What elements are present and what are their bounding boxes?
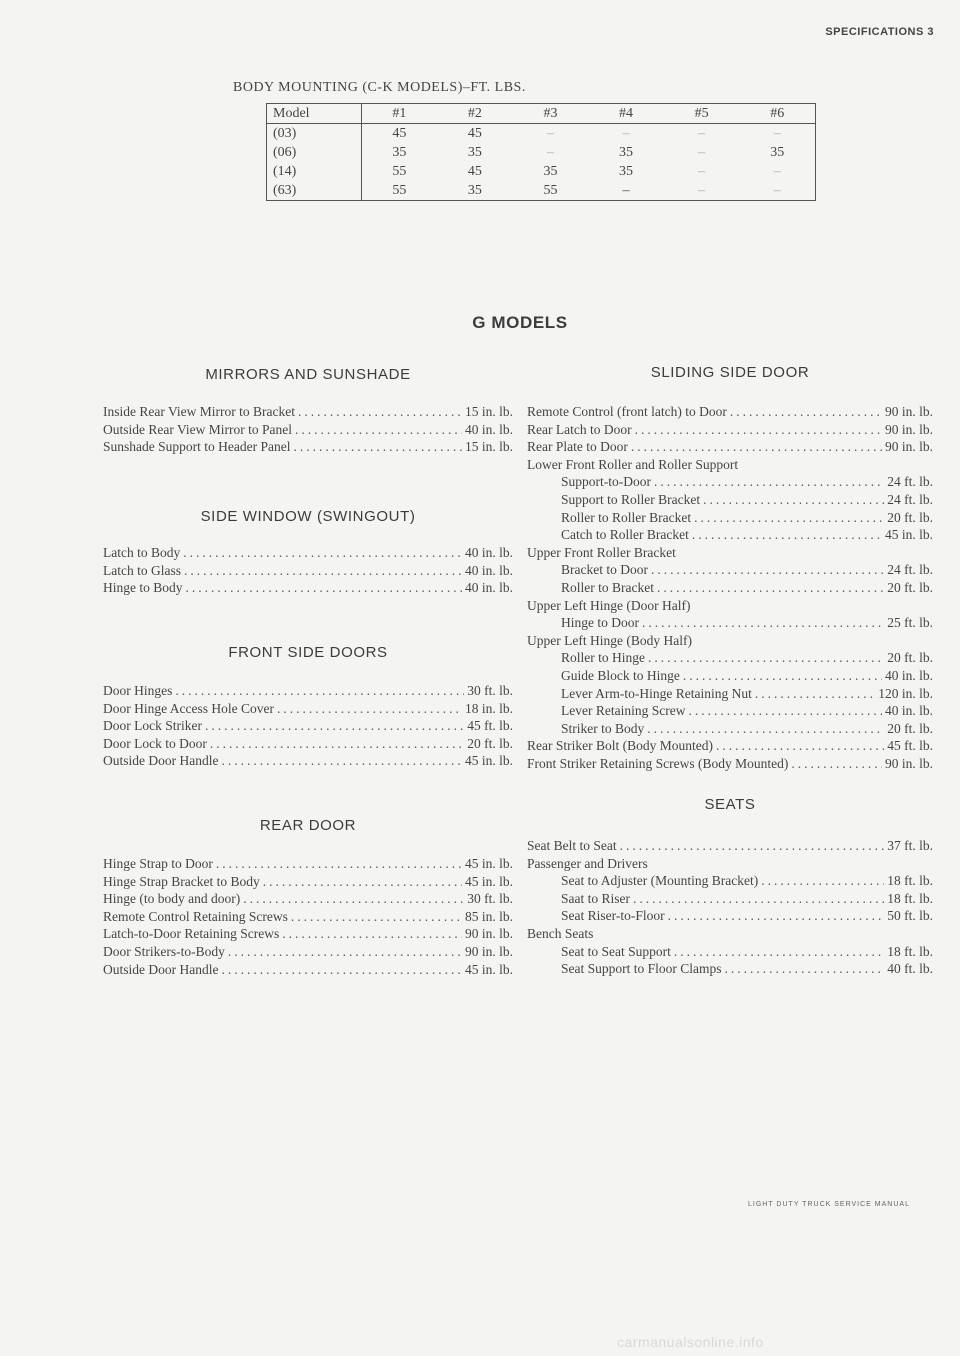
spec-label: Outside Rear View Mirror to Panel bbox=[103, 421, 293, 437]
leader-dots bbox=[688, 703, 882, 719]
spec-value: 20 ft. lb. bbox=[887, 650, 933, 666]
list-item bbox=[103, 944, 513, 962]
list-item bbox=[103, 926, 513, 944]
table-cell: – bbox=[698, 163, 706, 179]
leader-dots bbox=[282, 926, 462, 942]
spec-value: 18 in. lb. bbox=[464, 700, 513, 716]
list-item bbox=[527, 510, 933, 528]
leader-dots bbox=[635, 422, 882, 438]
table-header-row bbox=[267, 104, 816, 124]
spec-label: Hinge Strap to Door bbox=[103, 856, 213, 871]
leader-dots bbox=[620, 838, 885, 854]
spec-label: Seat to Adjuster (Mounting Bracket) bbox=[561, 873, 759, 889]
leader-dots bbox=[221, 753, 462, 769]
list-item bbox=[103, 891, 513, 909]
spec-value: 30 ft. lb. bbox=[467, 891, 513, 907]
table-cell: (06) bbox=[267, 143, 362, 162]
watermark: carmanualsonline.info bbox=[617, 1334, 764, 1350]
leader-dots bbox=[295, 422, 462, 438]
spec-label: Sunshade Support to Header Panel bbox=[103, 439, 291, 455]
spec-value: 20 ft. lb. bbox=[887, 509, 933, 525]
spec-label: Inside Rear View Mirror to Bracket bbox=[103, 404, 296, 419]
spec-label: Remote Control Retaining Screws bbox=[103, 908, 288, 924]
leader-dots bbox=[216, 856, 462, 872]
spec-value: 45 in. lb. bbox=[884, 527, 933, 543]
spec-value: 24 ft. lb. bbox=[887, 474, 933, 490]
leader-dots bbox=[668, 908, 885, 924]
leader-dots bbox=[186, 580, 462, 596]
list-item bbox=[527, 404, 933, 422]
spec-label: Seat Support to Floor Clamps bbox=[561, 961, 722, 977]
list-item bbox=[527, 838, 933, 856]
mirrors-heading: MIRRORS AND SUNSHADE bbox=[205, 366, 411, 383]
leader-dots bbox=[703, 492, 884, 508]
leader-dots bbox=[243, 891, 464, 907]
table-cell: – bbox=[546, 144, 554, 160]
seats-spec-list bbox=[527, 838, 933, 979]
spec-value: 18 ft. lb. bbox=[887, 890, 933, 906]
spec-label: Striker to Body bbox=[561, 720, 645, 736]
mirrors-spec-list bbox=[103, 404, 513, 457]
list-item bbox=[527, 422, 933, 440]
column-header: #5 bbox=[664, 104, 740, 124]
leader-dots bbox=[730, 404, 882, 420]
list-item bbox=[103, 545, 513, 563]
spec-value: 45 in. lb. bbox=[464, 856, 513, 871]
table-cell: – bbox=[546, 125, 554, 141]
spec-label: Catch to Roller Bracket bbox=[561, 527, 689, 543]
leader-dots bbox=[210, 736, 464, 752]
spec-label: Hinge to Door bbox=[561, 615, 639, 631]
page-header: SPECIFICATIONS 3 bbox=[825, 26, 934, 38]
spec-label: Guide Block to Hinge bbox=[561, 667, 680, 683]
spec-label: Roller to Hinge bbox=[561, 650, 645, 666]
list-item bbox=[527, 562, 933, 580]
list-item bbox=[527, 944, 933, 962]
spec-value: 18 ft. lb. bbox=[887, 943, 933, 959]
column-header: #3 bbox=[513, 104, 589, 124]
list-item bbox=[103, 718, 513, 736]
spec-value: 45 in. lb. bbox=[464, 753, 513, 769]
leader-dots bbox=[633, 891, 884, 907]
spec-label: Bench Seats bbox=[527, 925, 594, 941]
spec-label: Door Hinges bbox=[103, 683, 173, 698]
spec-label: Outside Door Handle bbox=[103, 753, 219, 769]
list-item bbox=[103, 422, 513, 440]
table-cell: 35 bbox=[543, 163, 558, 179]
table-cell: – bbox=[773, 163, 781, 179]
leader-dots bbox=[184, 563, 462, 579]
spec-value: 20 ft. lb. bbox=[887, 720, 933, 736]
table-cell: 55 bbox=[392, 163, 407, 179]
spec-value: 90 in. lb. bbox=[464, 926, 513, 942]
list-item bbox=[103, 701, 513, 719]
spec-value: 40 in. lb. bbox=[464, 580, 513, 596]
spec-value: 45 ft. lb. bbox=[467, 718, 513, 734]
spec-label: Seat Riser-to-Floor bbox=[561, 908, 665, 924]
spec-label: Door Lock to Door bbox=[103, 735, 207, 751]
list-item bbox=[527, 686, 933, 704]
spec-value: 30 ft. lb. bbox=[467, 683, 513, 698]
seats-heading: SEATS bbox=[704, 796, 756, 813]
spec-label: Upper Left Hinge (Door Half) bbox=[527, 597, 691, 613]
leader-dots bbox=[642, 615, 884, 631]
side-window-heading: SIDE WINDOW (SWINGOUT) bbox=[200, 508, 416, 525]
body-mounting-table bbox=[266, 103, 816, 201]
list-item bbox=[527, 703, 933, 721]
table-cell: (03) bbox=[267, 124, 362, 144]
table-cell: 45 bbox=[392, 125, 407, 141]
table-cell: 45 bbox=[467, 163, 482, 179]
list-item bbox=[103, 563, 513, 581]
leader-dots bbox=[725, 961, 885, 977]
spec-value: 90 in. lb. bbox=[884, 439, 933, 455]
table-row bbox=[267, 124, 816, 144]
list-item bbox=[527, 580, 933, 598]
table-cell: 35 bbox=[392, 144, 407, 160]
spec-value: 45 in. lb. bbox=[464, 873, 513, 889]
list-item bbox=[527, 738, 933, 756]
spec-label: Bracket to Door bbox=[561, 562, 648, 578]
spec-value: 85 in. lb. bbox=[464, 908, 513, 924]
spec-label: Door Hinge Access Hole Cover bbox=[103, 700, 274, 716]
spec-value: 40 in. lb. bbox=[464, 421, 513, 437]
spec-value: 40 in. lb. bbox=[464, 562, 513, 578]
spec-label: Upper Left Hinge (Body Half) bbox=[527, 632, 692, 648]
leader-dots bbox=[761, 873, 884, 889]
spec-value: 120 in. lb. bbox=[878, 685, 933, 701]
spec-value: 25 ft. lb. bbox=[887, 615, 933, 631]
table-cell: 55 bbox=[543, 182, 558, 198]
leader-dots bbox=[694, 510, 884, 526]
column-header: #2 bbox=[437, 104, 513, 124]
leader-dots bbox=[293, 439, 462, 455]
spec-value: 20 ft. lb. bbox=[467, 735, 513, 751]
sliding-side-door-heading: SLIDING SIDE DOOR bbox=[650, 364, 810, 381]
list-item bbox=[103, 753, 513, 771]
rear-door-heading: REAR DOOR bbox=[259, 817, 357, 834]
spec-label: Lever Arm-to-Hinge Retaining Nut bbox=[561, 685, 752, 701]
spec-value: 24 ft. lb. bbox=[887, 562, 933, 578]
leader-dots bbox=[647, 721, 884, 737]
leader-dots bbox=[205, 718, 464, 734]
spec-value: 90 in. lb. bbox=[884, 404, 933, 419]
list-item bbox=[527, 891, 933, 909]
spec-label: Rear Plate to Door bbox=[527, 439, 628, 455]
list-item bbox=[103, 874, 513, 892]
g-models-heading: G MODELS bbox=[472, 313, 568, 332]
leader-dots bbox=[692, 527, 882, 543]
list-item bbox=[527, 873, 933, 891]
list-item bbox=[527, 650, 933, 668]
spec-value: 20 ft. lb. bbox=[887, 579, 933, 595]
table-cell: – bbox=[622, 125, 630, 141]
list-item bbox=[527, 492, 933, 510]
list-item bbox=[527, 633, 933, 651]
list-item bbox=[527, 756, 933, 774]
table-cell: 55 bbox=[392, 182, 407, 198]
spec-label: Support-to-Door bbox=[561, 474, 651, 490]
leader-dots bbox=[277, 701, 462, 717]
spec-value: 45 in. lb. bbox=[464, 961, 513, 977]
spec-value: 15 in. lb. bbox=[464, 404, 513, 419]
spec-value: 37 ft. lb. bbox=[887, 838, 933, 853]
spec-label: Support to Roller Bracket bbox=[561, 491, 701, 507]
table-cell: 35 bbox=[619, 163, 634, 179]
list-item bbox=[527, 598, 933, 616]
spec-label: Remote Control (front latch) to Door bbox=[527, 404, 727, 419]
leader-dots bbox=[228, 944, 462, 960]
table-cell: 45 bbox=[467, 125, 482, 141]
table-row bbox=[267, 162, 816, 181]
front-side-doors-spec-list bbox=[103, 683, 513, 771]
spec-label: Front Striker Retaining Screws (Body Mounted) bbox=[527, 755, 789, 771]
leader-dots bbox=[716, 738, 884, 754]
spec-label: Lower Front Roller and Roller Support bbox=[527, 456, 739, 472]
table-cell: (63) bbox=[267, 181, 362, 201]
list-item bbox=[103, 580, 513, 598]
table-cell: 35 bbox=[619, 144, 634, 160]
body-mounting-title: BODY MOUNTING (C-K MODELS)–FT. LBS. bbox=[233, 80, 526, 95]
list-item bbox=[527, 721, 933, 739]
leader-dots bbox=[674, 944, 884, 960]
spec-label: Latch to Glass bbox=[103, 562, 181, 578]
rear-door-spec-list bbox=[103, 856, 513, 979]
spec-value: 15 in. lb. bbox=[464, 439, 513, 455]
spec-value: 40 ft. lb. bbox=[887, 961, 933, 977]
spec-label: Roller to Roller Bracket bbox=[561, 509, 692, 525]
spec-value: 40 in. lb. bbox=[464, 545, 513, 560]
spec-label: Door Lock Striker bbox=[103, 718, 202, 734]
leader-dots bbox=[175, 683, 464, 699]
list-item bbox=[103, 683, 513, 701]
list-item bbox=[103, 962, 513, 980]
table-cell: – bbox=[698, 182, 706, 198]
spec-label: Hinge (to body and door) bbox=[103, 891, 241, 907]
list-item bbox=[527, 908, 933, 926]
spec-label: Lever Retaining Screw bbox=[561, 703, 686, 719]
table-cell: – bbox=[698, 144, 706, 160]
spec-value: 24 ft. lb. bbox=[887, 491, 933, 507]
spec-label: Door Strikers-to-Body bbox=[103, 943, 225, 959]
spec-value: 45 ft. lb. bbox=[887, 738, 933, 754]
column-header: #1 bbox=[361, 104, 437, 124]
column-header: #6 bbox=[739, 104, 815, 124]
spec-label: Roller to Bracket bbox=[561, 579, 654, 595]
leader-dots bbox=[183, 545, 462, 561]
leader-dots bbox=[657, 580, 884, 596]
spec-label: Latch-to-Door Retaining Screws bbox=[103, 926, 280, 942]
spec-label: Rear Latch to Door bbox=[527, 421, 632, 437]
list-item bbox=[527, 545, 933, 563]
spec-label: Passenger and Drivers bbox=[527, 855, 648, 871]
column-header: Model bbox=[267, 104, 362, 124]
spec-label: Hinge to Body bbox=[103, 580, 183, 596]
sliding-side-door-spec-list bbox=[527, 404, 933, 773]
list-item bbox=[527, 457, 933, 475]
spec-value: 40 in. lb. bbox=[884, 667, 933, 683]
table-row bbox=[267, 143, 816, 162]
list-item bbox=[527, 439, 933, 457]
table-cell: – bbox=[773, 182, 781, 198]
table-cell: 35 bbox=[467, 144, 482, 160]
spec-value: 90 in. lb. bbox=[464, 943, 513, 959]
leader-dots bbox=[755, 686, 875, 702]
list-item bbox=[527, 474, 933, 492]
spec-value: 90 in. lb. bbox=[884, 755, 933, 771]
list-item bbox=[527, 668, 933, 686]
table-cell: (14) bbox=[267, 162, 362, 181]
leader-dots bbox=[298, 404, 462, 420]
list-item bbox=[103, 439, 513, 457]
leader-dots bbox=[263, 874, 462, 890]
spec-value: 50 ft. lb. bbox=[887, 908, 933, 924]
table-row bbox=[267, 181, 816, 201]
leader-dots bbox=[791, 756, 882, 772]
list-item bbox=[527, 926, 933, 944]
table-cell: 35 bbox=[770, 144, 785, 160]
table-cell: – bbox=[622, 182, 630, 198]
list-item bbox=[103, 856, 513, 874]
spec-value: 40 in. lb. bbox=[884, 703, 933, 719]
spec-label: Rear Striker Bolt (Body Mounted) bbox=[527, 738, 713, 754]
spec-label: Outside Door Handle bbox=[103, 961, 219, 977]
list-item bbox=[103, 736, 513, 754]
spec-label: Seat to Seat Support bbox=[561, 943, 671, 959]
list-item bbox=[527, 615, 933, 633]
spec-label: Saat to Riser bbox=[561, 890, 630, 906]
leader-dots bbox=[654, 474, 884, 490]
list-item bbox=[103, 909, 513, 927]
table-cell: – bbox=[698, 125, 706, 141]
leader-dots bbox=[648, 650, 884, 666]
leader-dots bbox=[221, 962, 462, 978]
spec-value: 18 ft. lb. bbox=[887, 873, 933, 889]
list-item bbox=[527, 961, 933, 979]
spec-label: Hinge Strap Bracket to Body bbox=[103, 873, 260, 889]
front-side-doors-heading: FRONT SIDE DOORS bbox=[228, 644, 388, 661]
list-item bbox=[527, 527, 933, 545]
column-header: #4 bbox=[588, 104, 664, 124]
spec-label: Latch to Body bbox=[103, 545, 181, 560]
side-window-spec-list bbox=[103, 545, 513, 598]
spec-label: Seat Belt to Seat bbox=[527, 838, 617, 853]
leader-dots bbox=[651, 562, 884, 578]
spec-value: 90 in. lb. bbox=[884, 421, 933, 437]
leader-dots bbox=[683, 668, 882, 684]
table-cell: – bbox=[773, 125, 781, 141]
list-item bbox=[103, 404, 513, 422]
footer-manual-title: LIGHT DUTY TRUCK SERVICE MANUAL bbox=[748, 1201, 910, 1208]
list-item bbox=[527, 856, 933, 874]
leader-dots bbox=[631, 439, 882, 455]
spec-label: Upper Front Roller Bracket bbox=[527, 544, 676, 560]
table-cell: 35 bbox=[467, 182, 482, 198]
leader-dots bbox=[291, 909, 462, 925]
